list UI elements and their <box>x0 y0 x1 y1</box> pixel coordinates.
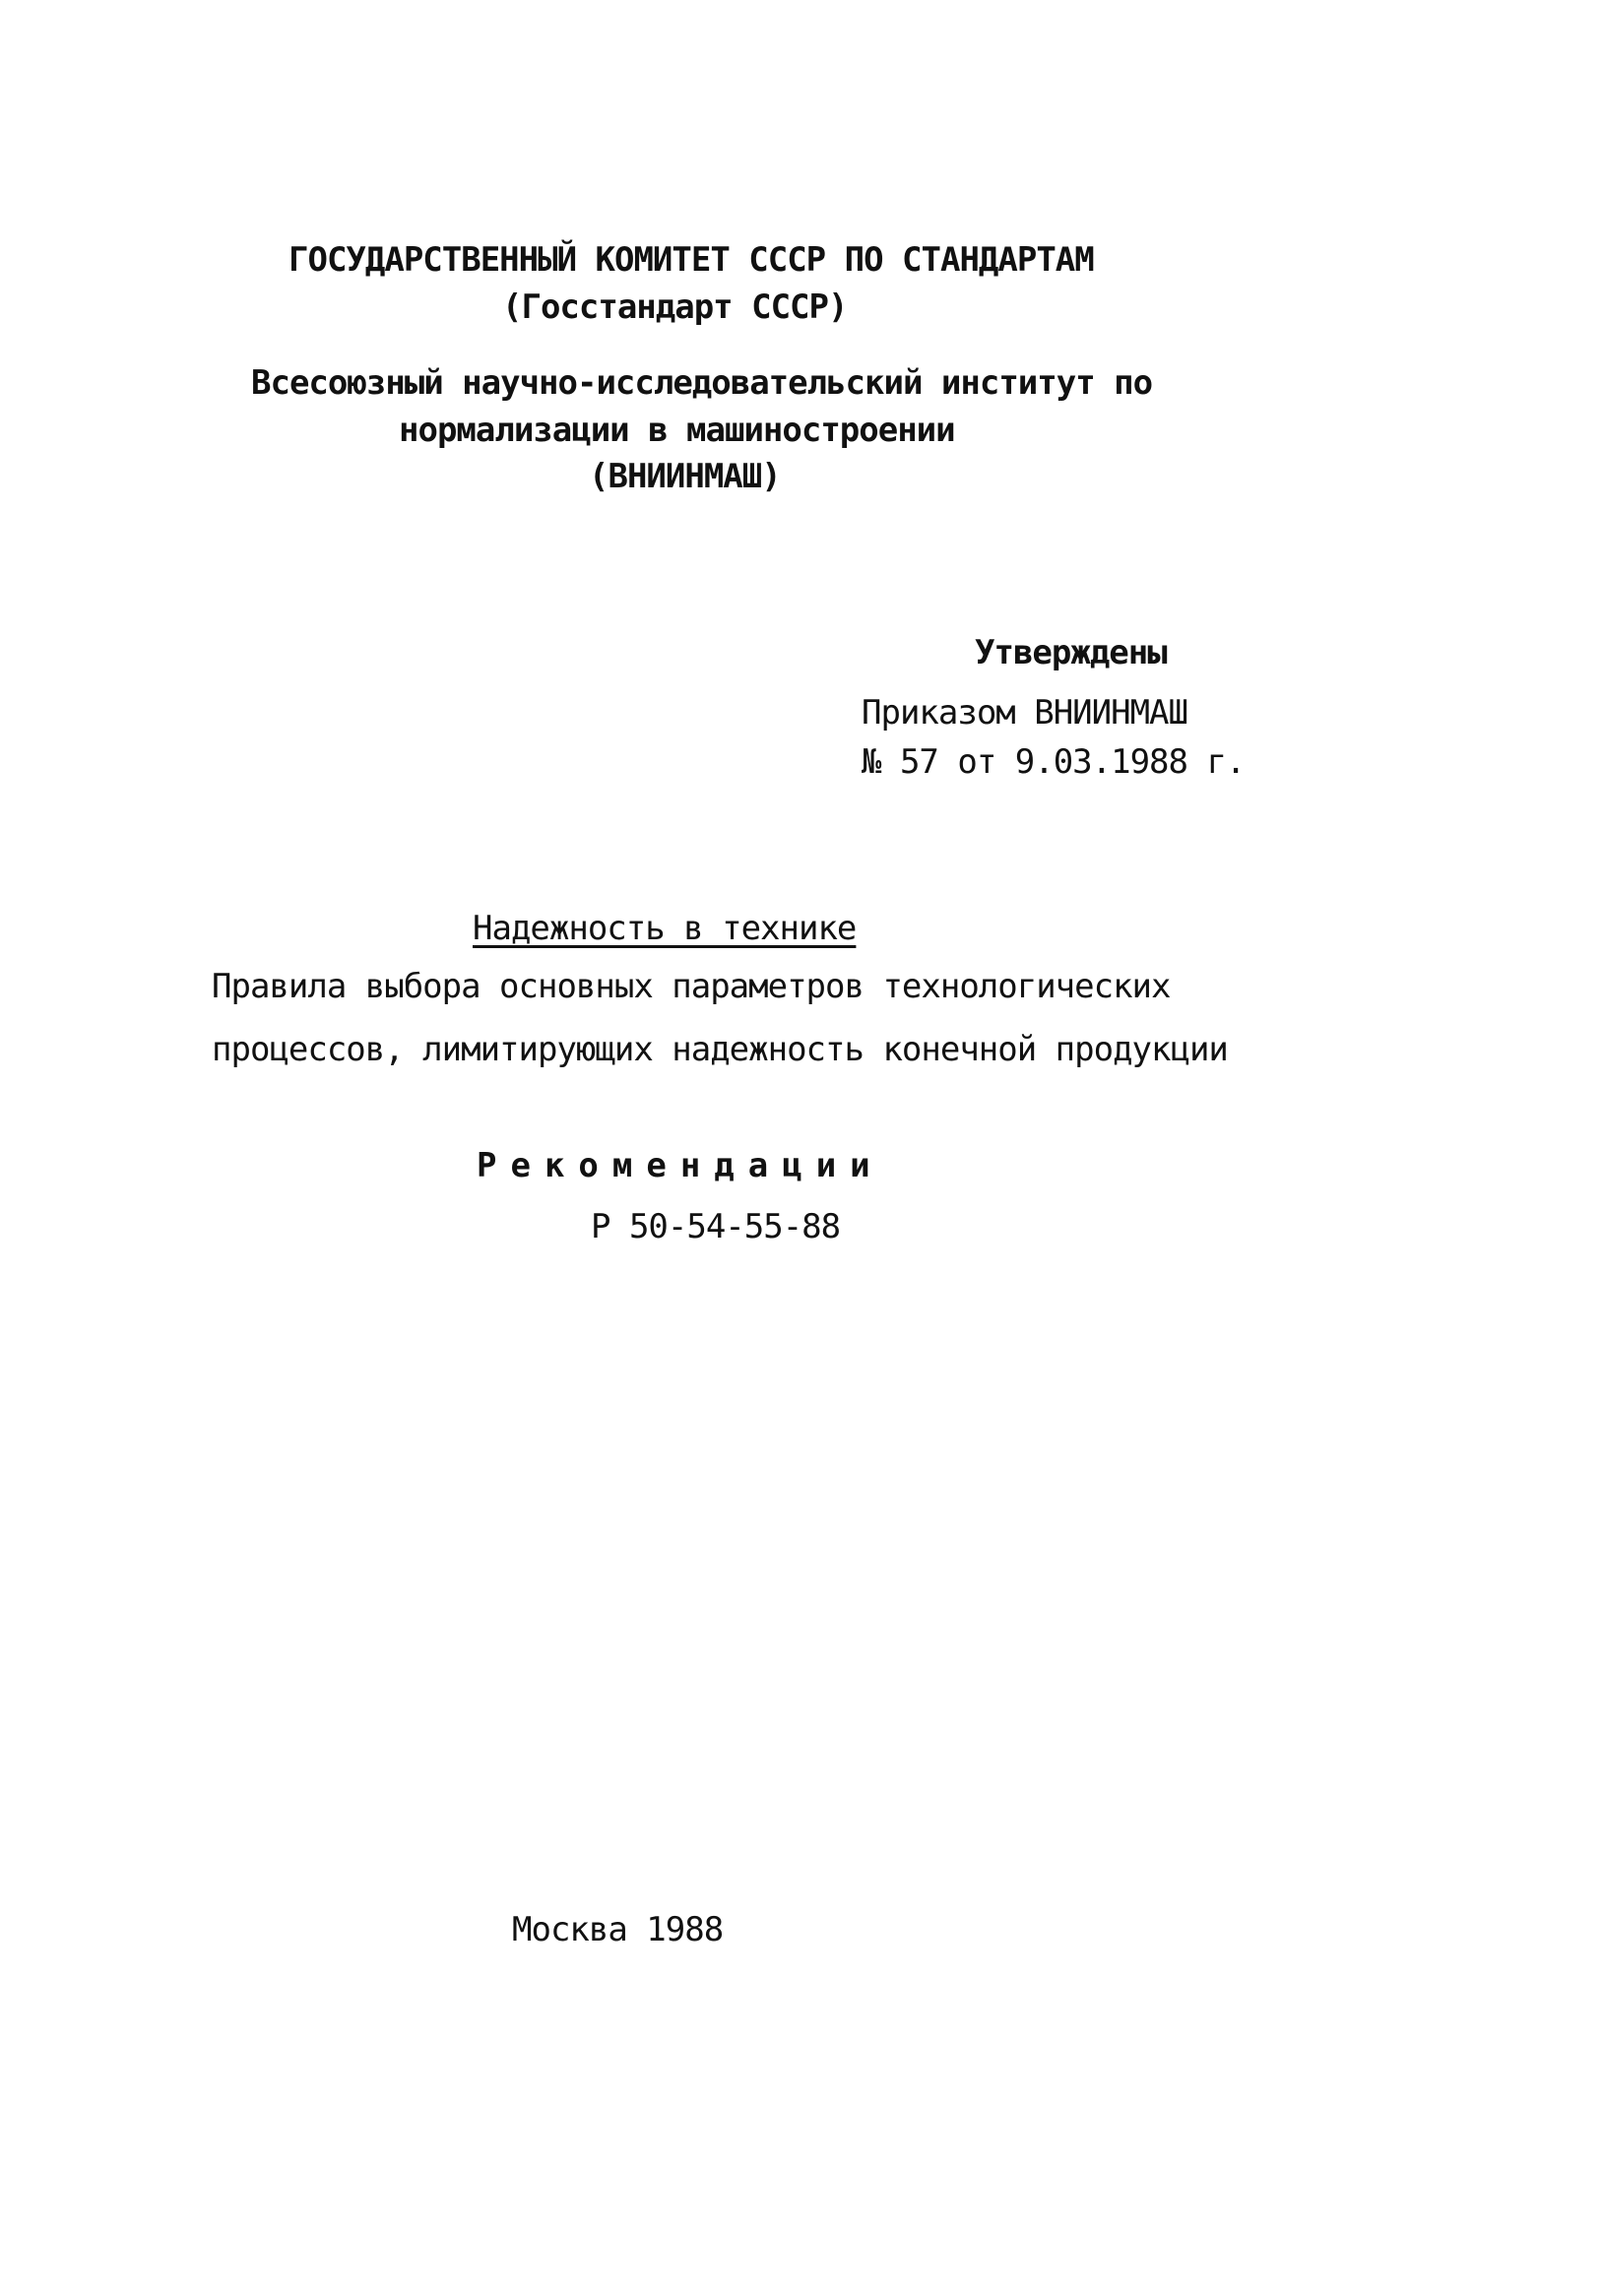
approval-number-date: № 57 от 9.03.1988 г. <box>862 742 1246 782</box>
institute-name-line2: нормализации в машиностроении <box>399 411 955 450</box>
city-year: Москва 1988 <box>512 1910 724 1949</box>
document-title-line1: Правила выбора основных параметров технологических <box>212 967 1171 1006</box>
topic-title: Надежность в технике <box>473 909 857 948</box>
committee-name: ГОСУДАРСТВЕННЫЙ КОМИТЕТ СССР ПО СТАНДАРТАМ <box>288 240 1094 280</box>
approval-label: Утверждены <box>975 633 1167 672</box>
document-code: Р 50-54-55-88 <box>591 1207 841 1246</box>
institute-name-line1: Всесоюзный научно-исследовательский институт по <box>251 363 1153 403</box>
committee-short-name: (Госстандарт СССР) <box>502 287 848 327</box>
document-title-line2: процессов, лимитирующих надежность конечной продукции <box>212 1030 1228 1069</box>
institute-short-name: (ВНИИНМАШ) <box>589 457 781 496</box>
approval-order: Приказом ВНИИНМАШ <box>862 693 1187 733</box>
document-type-label: Рекомендации <box>477 1146 884 1185</box>
